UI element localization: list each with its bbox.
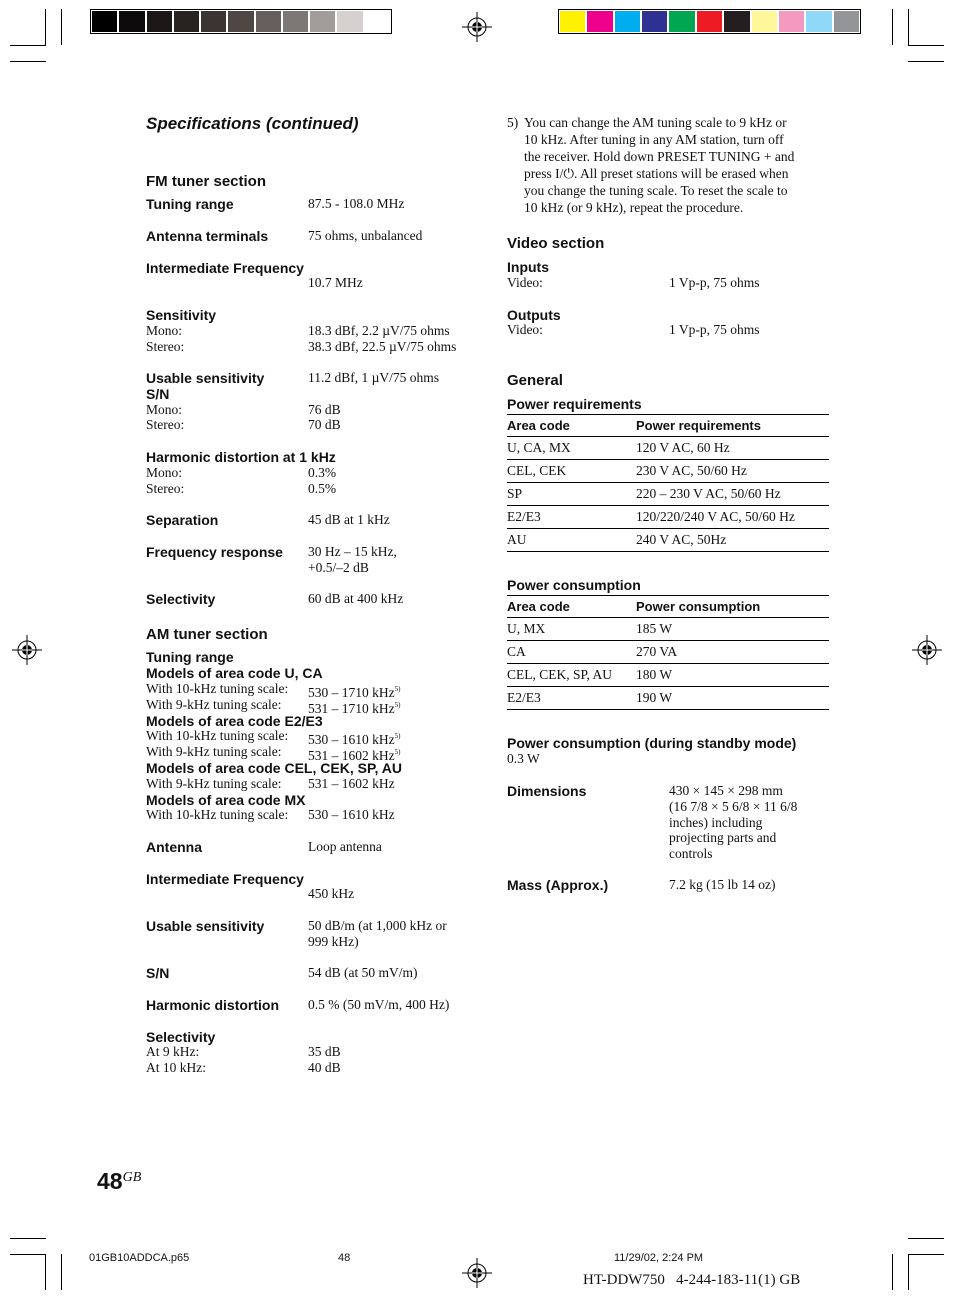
- am-cel-9k-value: 531 – 1602 kHz: [308, 776, 395, 791]
- am-if-value: 450 kHz: [308, 886, 355, 901]
- table-cell: 220 – 230 V AC, 50/60 Hz: [636, 483, 829, 506]
- table-header: Area code: [507, 596, 636, 618]
- process-color-swatch: [834, 11, 859, 32]
- fm-sens-mono-value: 18.3 dBf, 2.2 µV/75 ohms: [308, 323, 450, 338]
- power-requirements-table: [507, 414, 829, 552]
- table-header: Area code: [507, 415, 636, 437]
- table-cell: E2/E3: [507, 687, 636, 710]
- am-e2-10k-label: With 10-kHz tuning scale:: [146, 728, 289, 743]
- gray-step-swatch: [147, 11, 172, 32]
- dimensions-line-5: controls: [669, 846, 713, 861]
- table-row: [507, 687, 829, 710]
- process-color-swatch: [806, 11, 831, 32]
- table-cell: 120 V AC, 60 Hz: [636, 437, 829, 460]
- registration-mark-left: [12, 635, 42, 665]
- gray-step-swatch: [283, 11, 308, 32]
- table-row: [507, 529, 829, 552]
- am-section-heading: AM tuner section: [146, 626, 268, 643]
- fm-thd-mono-value: 0.3%: [308, 465, 337, 480]
- am-e2-10k-value: 530 – 1610 kHz$^{5)}$: [308, 732, 401, 747]
- fm-antenna-label: Antenna terminals: [146, 228, 269, 244]
- video-outputs-video-label: Video:: [507, 322, 543, 337]
- gray-step-swatch: [256, 11, 281, 32]
- am-mx-10k-value: 530 – 1610 kHz: [308, 807, 395, 822]
- process-color-swatch: [779, 11, 804, 32]
- fm-usable-value: 11.2 dBf, 1 µV/75 ohms: [308, 370, 440, 385]
- fm-selectivity-value: 60 dB at 400 kHz: [308, 591, 404, 606]
- footnote-line-6: 10 kHz (or 9 kHz), repeat the procedure.: [524, 200, 744, 215]
- process-color-swatch: [669, 11, 694, 32]
- am-antenna-value: Loop antenna: [308, 839, 382, 854]
- table-row: [507, 664, 829, 687]
- am-sel-10k-value: 40 dB: [308, 1060, 341, 1075]
- gray-step-swatch: [92, 11, 117, 32]
- am-sel-9k-label: At 9 kHz:: [146, 1044, 200, 1059]
- process-color-swatch: [560, 11, 585, 32]
- process-color-swatch: [642, 11, 667, 32]
- am-models-uca-label: Models of area code U, CA: [146, 665, 323, 681]
- fm-thd-stereo-value: 0.5%: [308, 481, 337, 496]
- am-mx-10k-label: With 10-kHz tuning scale:: [146, 807, 289, 822]
- fm-section-heading: FM tuner section: [146, 173, 267, 190]
- am-usable-value: 50 dB/m (at 1,000 kHz or: [308, 918, 447, 933]
- page-title: Specifications (continued): [146, 114, 359, 133]
- page-number-digits: 48: [97, 1168, 123, 1194]
- power-requirements-label: Power requirements: [507, 396, 642, 412]
- fm-separation-label: Separation: [146, 512, 219, 528]
- gray-step-swatch: [119, 11, 144, 32]
- dimensions-line-3: inches) including: [669, 815, 763, 830]
- am-uca-9k-value: 531 – 1710 kHz$^{5)}$: [308, 701, 401, 716]
- am-sn-label: S/N: [146, 965, 170, 981]
- process-color-swatch: [615, 11, 640, 32]
- table-cell: U, MX: [507, 618, 636, 641]
- registration-mark-right: [912, 635, 942, 665]
- am-usable-label: Usable sensitivity: [146, 918, 265, 934]
- page-number-suffix: GB: [122, 1170, 142, 1185]
- fm-usable-label: Usable sensitivity: [146, 370, 265, 386]
- gray-step-swatch: [174, 11, 199, 32]
- am-thd-value: 0.5 % (50 mV/m, 400 Hz): [308, 997, 450, 1012]
- am-models-mx-label: Models of area code MX: [146, 792, 306, 808]
- fm-sensitivity-label: Sensitivity: [146, 307, 217, 323]
- fm-sn-stereo-value: 70 dB: [308, 417, 341, 432]
- video-inputs-video-value: 1 Vp-p, 75 ohms: [669, 275, 760, 290]
- dimensions-line-2: (16 7/8 × 5 6/8 × 11 6/8: [669, 799, 798, 814]
- am-models-e2e3-label: Models of area code E2/E3: [146, 713, 323, 729]
- standby-power-value: 0.3 W: [507, 751, 540, 766]
- table-header: Power consumption: [636, 596, 829, 618]
- general-section-heading: General: [507, 372, 563, 389]
- footer-file-page: 48: [338, 1252, 351, 1264]
- mass-label: Mass (Approx.): [507, 877, 609, 893]
- table-header-row: [507, 415, 829, 437]
- fm-tuning-range-label: Tuning range: [146, 196, 234, 212]
- gray-step-swatch: [337, 11, 362, 32]
- table-cell: 230 V AC, 50/60 Hz: [636, 460, 829, 483]
- table-row: [507, 618, 829, 641]
- table-cell: CA: [507, 641, 636, 664]
- footnote-line-1: You can change the AM tuning scale to 9 kHz or: [524, 115, 787, 130]
- footnote-line-2: 10 kHz. After tuning in any AM station, turn off: [524, 132, 784, 147]
- table-cell: CEL, CEK, SP, AU: [507, 664, 636, 687]
- table-cell: U, CA, MX: [507, 437, 636, 460]
- am-sel-10k-label: At 10 kHz:: [146, 1060, 206, 1075]
- gray-step-swatch: [228, 11, 253, 32]
- power-consumption-label: Power consumption: [507, 577, 641, 593]
- page-number: [97, 1168, 141, 1195]
- video-outputs-label: Outputs: [507, 307, 561, 323]
- table-cell: 190 W: [636, 687, 829, 710]
- am-thd-label: Harmonic distortion: [146, 997, 280, 1013]
- table-row: [507, 460, 829, 483]
- fm-frequency-response-value: 30 Hz – 15 kHz,: [308, 544, 397, 559]
- standby-power-label: Power consumption (during standby mode): [507, 735, 797, 751]
- fm-sn-mono-label: Mono:: [146, 402, 183, 417]
- footer-timestamp: 11/29/02, 2:24 PM: [614, 1252, 704, 1264]
- am-sel-9k-value: 35 dB: [308, 1044, 341, 1059]
- table-cell: 240 V AC, 50Hz: [636, 529, 829, 552]
- am-uca-9k-label: With 9-kHz tuning scale:: [146, 697, 282, 712]
- am-selectivity-label: Selectivity: [146, 1029, 216, 1045]
- footer-model-code: HT-DDW750 4-244-183-11(1) GB: [583, 1272, 801, 1288]
- video-section-heading: Video section: [507, 235, 605, 252]
- am-e2-9k-label: With 9-kHz tuning scale:: [146, 744, 282, 759]
- table-cell: 270 VA: [636, 641, 829, 664]
- am-if-label: Intermediate Frequency: [146, 871, 304, 887]
- table-row: [507, 641, 829, 664]
- fm-thd-label: Harmonic distortion at 1 kHz: [146, 449, 336, 465]
- fm-thd-stereo-label: Stereo:: [146, 481, 185, 496]
- gray-step-swatch: [201, 11, 226, 32]
- fm-selectivity-label: Selectivity: [146, 591, 216, 607]
- fm-sn-label: S/N: [146, 386, 170, 402]
- am-uca-10k-label: With 10-kHz tuning scale:: [146, 681, 289, 696]
- table-row: [507, 437, 829, 460]
- registration-mark-bottom: [462, 1258, 492, 1288]
- fm-sens-stereo-value: 38.3 dBf, 22.5 µV/75 ohms: [308, 339, 457, 354]
- table-header: Power requirements: [636, 415, 829, 437]
- fm-separation-value: 45 dB at 1 kHz: [308, 512, 390, 527]
- footnote-line-3: the receiver. Hold down PRESET TUNING + and: [524, 149, 795, 164]
- table-cell: CEL, CEK: [507, 460, 636, 483]
- video-inputs-video-label: Video:: [507, 275, 543, 290]
- footer-file-name: 01GB10ADDCA.p65: [89, 1252, 190, 1264]
- table-row: [507, 506, 829, 529]
- gray-step-swatch: [310, 11, 335, 32]
- table-cell: 120/220/240 V AC, 50/60 Hz: [636, 506, 829, 529]
- footnote-line-4: press I/⏻. All preset stations will be erased when: [524, 166, 789, 181]
- dimensions-line-4: projecting parts and: [669, 830, 777, 845]
- fm-frequency-response-value-2: +0.5/–2 dB: [308, 560, 369, 575]
- gray-step-swatch: [365, 11, 390, 32]
- process-color-bar: [558, 9, 861, 34]
- process-color-swatch: [724, 11, 749, 32]
- table-cell: E2/E3: [507, 506, 636, 529]
- video-inputs-label: Inputs: [507, 259, 549, 275]
- table-cell: 185 W: [636, 618, 829, 641]
- am-sn-value: 54 dB (at 50 mV/m): [308, 965, 418, 980]
- process-color-swatch: [587, 11, 612, 32]
- power-consumption-table: [507, 595, 829, 710]
- process-color-swatch: [752, 11, 777, 32]
- fm-sn-stereo-label: Stereo:: [146, 417, 185, 432]
- fm-if-value: 10.7 MHz: [308, 275, 363, 290]
- grayscale-color-bar: [90, 9, 392, 34]
- footnote-line-5: you change the tuning scale. To reset the scale to: [524, 183, 788, 198]
- dimensions-label: Dimensions: [507, 783, 587, 799]
- fm-sn-mono-value: 76 dB: [308, 402, 341, 417]
- registration-mark-top: [462, 12, 492, 42]
- fm-thd-mono-label: Mono:: [146, 465, 183, 480]
- am-usable-value-2: 999 kHz): [308, 934, 359, 949]
- am-tuning-range-label: Tuning range: [146, 649, 234, 665]
- table-header-row: [507, 596, 829, 618]
- fm-sens-mono-label: Mono:: [146, 323, 183, 338]
- fm-sens-stereo-label: Stereo:: [146, 339, 185, 354]
- am-uca-10k-value: 530 – 1710 kHz$^{5)}$: [308, 685, 401, 700]
- table-cell: 180 W: [636, 664, 829, 687]
- footnote-number: 5): [507, 115, 519, 130]
- table-row: [507, 483, 829, 506]
- dimensions-line-1: 430 × 145 × 298 mm: [669, 783, 783, 798]
- am-e2-9k-value: 531 – 1602 kHz$^{5)}$: [308, 748, 401, 763]
- video-outputs-video-value: 1 Vp-p, 75 ohms: [669, 322, 760, 337]
- fm-frequency-response-label: Frequency response: [146, 544, 283, 560]
- am-models-cel-label: Models of area code CEL, CEK, SP, AU: [146, 760, 402, 776]
- fm-antenna-value: 75 ohms, unbalanced: [308, 228, 423, 243]
- table-cell: AU: [507, 529, 636, 552]
- table-cell: SP: [507, 483, 636, 506]
- am-antenna-label: Antenna: [146, 839, 202, 855]
- am-cel-9k-label: With 9-kHz tuning scale:: [146, 776, 282, 791]
- fm-tuning-range-value: 87.5 - 108.0 MHz: [308, 196, 405, 211]
- mass-value: 7.2 kg (15 lb 14 oz): [669, 877, 776, 892]
- process-color-swatch: [697, 11, 722, 32]
- fm-if-label: Intermediate Frequency: [146, 260, 304, 276]
